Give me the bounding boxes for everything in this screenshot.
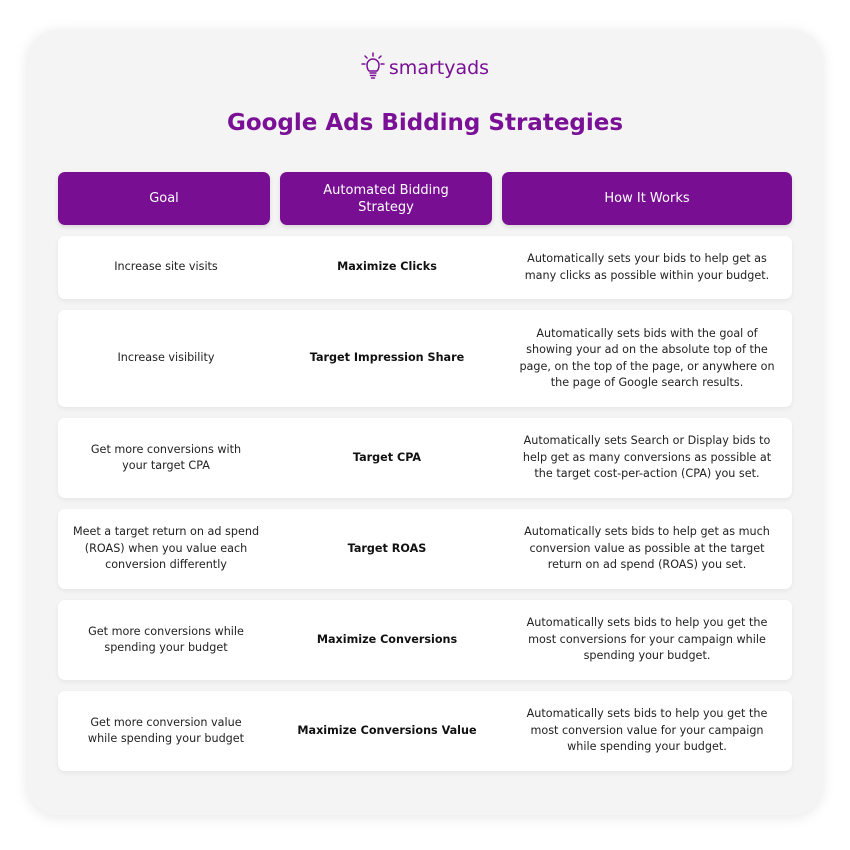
table-row (58, 509, 792, 589)
strategy-cell: Maximize Conversions Value (297, 723, 477, 737)
goal-cell: Meet a target return on ad spend (ROAS) when you value each conversion differently (72, 525, 260, 572)
strategy-cell: Maximize Clicks (337, 260, 437, 274)
table-row (58, 691, 792, 771)
how-cell: Automatically sets Search or Display bids to help get as many conversions as possible at the target cost-per-action (CPA) you set. (522, 434, 772, 481)
table-row (58, 236, 792, 299)
brand-name: smartyads (388, 57, 490, 79)
table-row (58, 310, 792, 407)
strategy-cell: Target CPA (352, 450, 422, 464)
goal-cell: Get more conversions with your target CPA (90, 442, 242, 472)
lightbulb-icon (361, 52, 385, 84)
goal-cell: Increase site visits (114, 260, 218, 274)
strategy-cell: Maximize Conversions (316, 632, 458, 646)
goal-cell: Increase visibility (117, 351, 215, 365)
header-goal: Goal (58, 172, 270, 225)
goal-cell: Get more conversion value while spending your budget (87, 715, 245, 745)
header-how-it-works: How It Works (502, 172, 792, 225)
brand-logo (0, 52, 850, 84)
how-cell: Automatically sets bids to help get as much conversion value as possible at the target return on ad spend (ROAS) you set. (524, 525, 770, 572)
table-row (58, 600, 792, 680)
page-title: Google Ads Bidding Strategies (226, 110, 624, 136)
how-cell: Automatically sets bids with the goal of showing your ad on the absolute top of the page, on the top of the page, or anywhere on the page of Google search results. (519, 326, 775, 389)
how-cell: Automatically sets bids to help you get the most conversion value for your campaign while spending your budget. (526, 707, 768, 754)
table-row (58, 418, 792, 498)
strategy-cell: Target ROAS (347, 541, 427, 555)
strategy-cell: Target Impression Share (309, 351, 465, 365)
header-strategy: Automated Bidding Strategy (280, 172, 492, 225)
how-cell: Automatically sets your bids to help get as many clicks as possible within your budget. (524, 252, 770, 282)
how-cell: Automatically sets bids to help you get the most conversions for your campaign while spending your budget. (526, 616, 768, 663)
goal-cell: Get more conversions while spending your budget (88, 624, 244, 654)
